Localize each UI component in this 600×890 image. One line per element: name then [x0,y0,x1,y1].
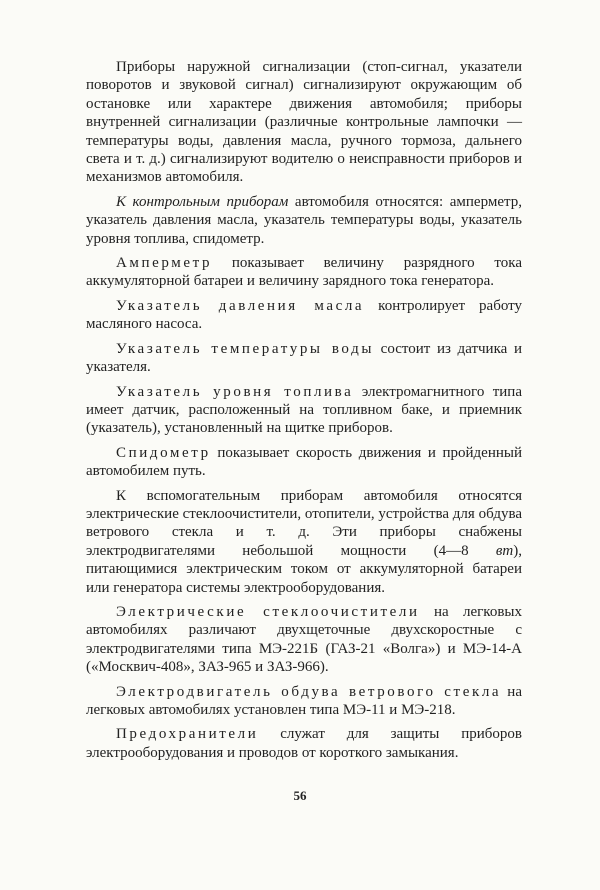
italic-term: К контрольным приборам [116,193,289,210]
paragraph-fuses: Предохранители служат для защиты приборов электрооборудования и проводов от короткого замыкания. [86,726,522,761]
paragraph-defroster: Электродвигатель обдува ветрового стекла на легковых автомобилях установлен типа МЭ-11 и МЭ-218. [86,683,522,718]
paragraph-fuel-level: Указатель уровня топлива электромагнитного типа имеет датчик, расположенный на топливном баке, и приемник (указатель), установленный на щитке приборов. [86,383,522,437]
paragraph-wipers: Электрические стеклоочистители на легковых автомобилях различают двухщеточные двухскоростные с электродвигателями типа МЭ-221Б (ГАЗ-21 «Волга») и МЭ-14-А («Москвич-408», ЗАЗ-965 и ЗАЗ-966). [86,603,522,676]
paragraph-ammeter: Амперметр показывает величину разрядного тока аккумуляторной батареи и величину зарядного тока генератора. [86,255,522,290]
spaced-term: Амперметр [116,255,213,272]
paragraph-oil-pressure: Указатель давления масла контролирует работу масляного насоса. [86,297,522,333]
paragraph-auxiliary: К вспомогательным приборам автомобиля относятся электрические стеклоочистители, отопители, устройства для обдува ветрового стекла и т. д. Эти приборы снабжены электродвигателями небольшой мощности (4—8 вт), питающимися электрическим током от аккумуляторной батареи или генератора системы электрооборудования. [86,487,522,596]
spaced-term: Указатель уровня топлива [116,383,354,400]
spaced-term: Спидометр [116,444,211,461]
spaced-term: Электрические стеклоочистители [116,603,420,620]
unit-label: вт [495,542,514,559]
paragraph-water-temp: Указатель температуры воды состоит из датчика и указателя. [86,340,522,376]
paragraph-signaling: Приборы наружной сигнализации (стоп-сигнал, указатели поворотов и звуковой сигнал) сигнализируют окружающим об остановке или характере движения автомобиля; приборы внутренней сигнализации (различные контрольные лампочки — температуры воды, давления масла, ручного тормоза, дальнего света и т. д.) сигнализируют водителю о неисправности приборов и механизмов автомобиля. [86,59,522,186]
paragraph-speedometer: Спидометр показывает скорость движения и пройденный автомобилем путь. [86,444,522,480]
spaced-term: Электродвигатель обдува ветрового стекла [116,683,502,700]
spaced-term: Предохранители [116,726,259,743]
paragraph-control-instruments: К контрольным приборам автомобиля относятся: амперметр, указатель давления масла, указатель температуры воды, указатель уровня топлива, спидометр. [86,193,522,247]
spaced-term: Указатель температуры воды [116,340,375,357]
body-text [86,58,522,762]
page-number: 56 [293,788,307,803]
spaced-term: Указатель давления масла [116,297,365,314]
